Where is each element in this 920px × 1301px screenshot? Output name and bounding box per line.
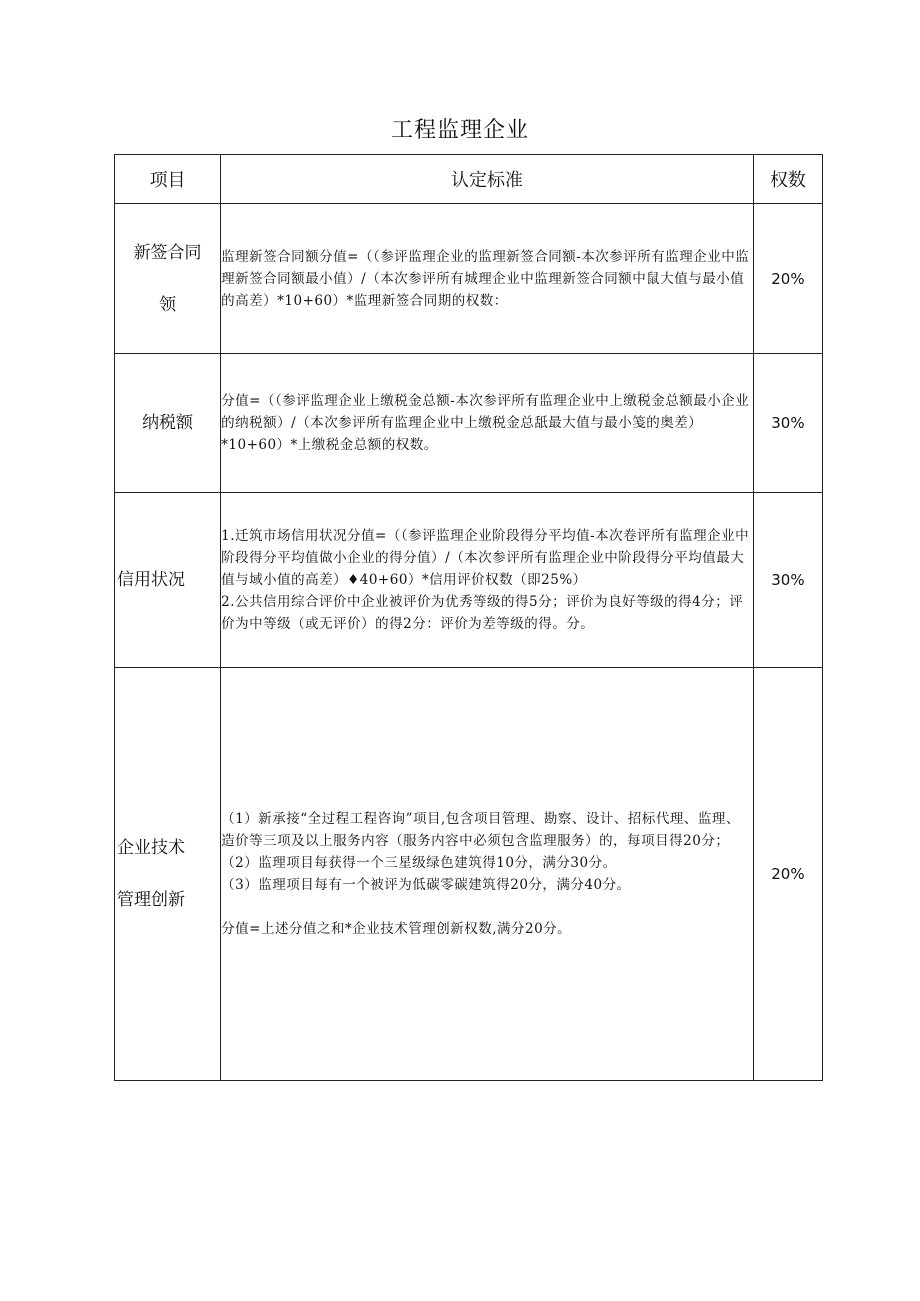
item-label-line: 领 xyxy=(159,294,177,315)
item-label-line: 企业技术 xyxy=(117,838,185,858)
table-row xyxy=(115,354,823,493)
table-row xyxy=(115,204,823,354)
standard-text: 1.迁筑市场信用状况分值=（（参评监理企业阶段得分平均值-本次卷评所有监理企业中阶段得分平均值做小企业的得分值）/（本次参评所有监理企业中阶段得分平均值最大值与域小值的高差）♦40+60）*信用评价权数（即25%） xyxy=(221,528,750,588)
item-label-line: 新签合同 xyxy=(133,242,202,263)
weight-cell: 30% xyxy=(753,354,822,493)
standard-text: （1）新承接“全过程工程咨询”项目,包含项目管理、勘察、设计、招标代理、监理、造价等三项及以上服务内容（服务内容中必须包含监理服务）的，每项目得20分； xyxy=(221,811,740,849)
standard-text: （2）监理项目每获得一个三星级绿色建筑得10分，满分30分。 xyxy=(221,855,617,871)
item-cell xyxy=(115,493,221,668)
header-item: 项目 xyxy=(115,155,221,204)
weight-cell: 20% xyxy=(753,668,822,1081)
header-weight: 权数 xyxy=(753,155,822,204)
standard-text: （3）监理项目每有一个被评为低碳零碳建筑得20分，满分40分。 xyxy=(221,877,631,893)
criteria-table xyxy=(114,154,823,1081)
standard-text: 分值=上述分值之和*企业技术管理创新权数,满分20分。 xyxy=(221,921,572,937)
header-standard: 认定标准 xyxy=(221,155,754,204)
table-header-row xyxy=(115,155,823,204)
standard-cell xyxy=(221,668,754,1081)
table-row xyxy=(115,493,823,668)
paragraph-gap xyxy=(221,896,753,918)
item-label-line: 管理创新 xyxy=(117,890,185,910)
item-cell xyxy=(115,354,221,493)
item-label-line: 纳税额 xyxy=(142,413,194,433)
item-label-line: 信用状况 xyxy=(117,570,185,590)
standard-text: 监理新签合同额分值=（（参评监理企业的监理新签合同额-本次参评所有监理企业中监理新签合同额最小值）/（本次参评所有城理企业中监理新签合同额中鼠大值与最小值的高差）*10+60）*监理新签合同期的权数： xyxy=(221,248,750,309)
item-cell xyxy=(115,204,221,354)
standard-cell xyxy=(221,493,754,668)
weight-cell: 30% xyxy=(753,493,822,668)
standard-text: 分值=（（参评监理企业上缴税金总额-本次参评所有监理企业中上缴税金总额最小企业的纳税额）/（本次参评所有监理企业中上缴税金总舐最大值与最小笺的奥差）*10+60）*上缴税金总额的权数。 xyxy=(221,393,750,453)
standard-cell xyxy=(221,204,754,354)
weight-cell: 20% xyxy=(753,204,822,354)
page-title: 工程监理企业 xyxy=(390,118,529,143)
item-cell xyxy=(115,668,221,1081)
standard-text: 2.公共信用综合评价中企业被评价为优秀等级的得5分；评价为良好等级的得4分；评价为中等级（或无评价）的得2分：评价为差等级的得。分。 xyxy=(221,594,744,632)
standard-cell xyxy=(221,354,754,493)
table-row xyxy=(115,668,823,1081)
